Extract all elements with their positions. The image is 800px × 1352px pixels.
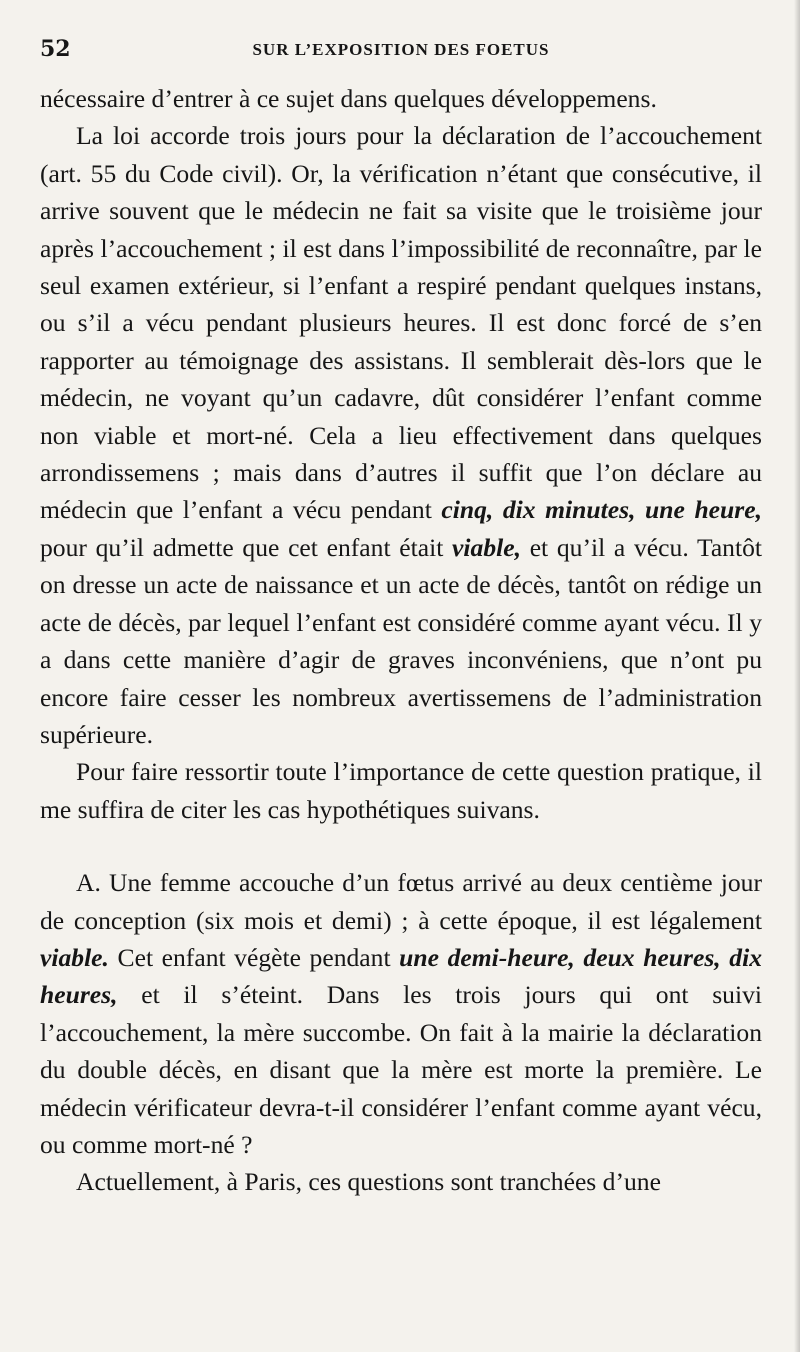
paragraph-text: Cet enfant végète pendant <box>108 942 400 972</box>
italic-phrase: viable. <box>40 942 109 972</box>
italic-phrase: viable, <box>452 532 521 562</box>
paragraph-text: et qu’il a vécu. Tantôt on dresse un acte de naissance et un acte de décès, tantôt on rédige un acte de décès, par lequel l’enfant est considéré comme ayant vécu. Il y a dans cette manière d’agir de graves inconvéniens, que n’ont pu encore faire cesser les nombreux avertissemens de l’administration supérieure. <box>40 532 762 749</box>
page-number: 52 <box>40 36 71 62</box>
paragraph-text: pour qu’il admette que cet enfant était <box>40 532 453 562</box>
italic-phrase: une demi-heure, deux heures, dix heures, <box>40 942 762 1010</box>
running-title: SUR L’EXPOSITION DES FOETUS <box>252 40 550 59</box>
paragraph-text: et il s’éteint. Dans les trois jours qui ont suivi l’accouchement, la mère succombe. On fait à la mairie la déclaration du double décès, en disant que la mère est morte la première. Le médecin vérificateur devra-t-il considérer l’enfant comme ayant vécu, ou comme mort-né ? <box>40 980 762 1159</box>
paragraph-text: Actuellement, à Paris, ces questions sont tranchées d’une <box>76 1167 661 1197</box>
paragraph-importance <box>40 753 762 828</box>
paragraph-case-a <box>40 864 762 1163</box>
paragraph-continuation <box>40 80 762 117</box>
italic-phrase: cinq, dix minutes, une heure, <box>441 495 762 525</box>
paragraph-text: Pour faire ressortir toute l’importance de cette question pratique, il me suffira de citer les cas hypothétiques suivans. <box>40 757 762 824</box>
paragraph-text: La loi accorde trois jours pour la déclaration de l’accouchement (art. 55 du Code civil). Or, la vérification n’étant que consécutive, il arrive souvent que le médecin ne fait sa visite que le troisième jour après l’accouchement ; il est dans l’impossibilité de reconnaître, par le seul examen extérieur, si l’enfant a respiré pendant quelques instans, ou s’il a vécu pendant plusieurs heures. Il est donc forcé de s’en rapporter au témoignage des assistans. Il semblerait dès-lors que le médecin, ne voyant qu’un cadavre, dût considérer l’enfant comme non viable et mort-né. Cela a lieu effectivement dans quelques arrondissemens ; mais dans d’autres il suffit que l’on déclare au médecin que l’enfant a vécu pendant <box>40 121 762 525</box>
paragraph-paris <box>40 1163 762 1200</box>
page-header <box>40 34 762 74</box>
paragraph-text: nécessaire d’entrer à ce sujet dans quelques développemens. <box>40 84 657 113</box>
paragraph-text: A. Une femme accouche d’un fœtus arrivé au deux centième jour de conception (six mois et demi) ; à cette époque, il est légalement <box>40 868 762 935</box>
paragraph-declaration-law <box>40 117 762 753</box>
body-text <box>40 80 762 1201</box>
